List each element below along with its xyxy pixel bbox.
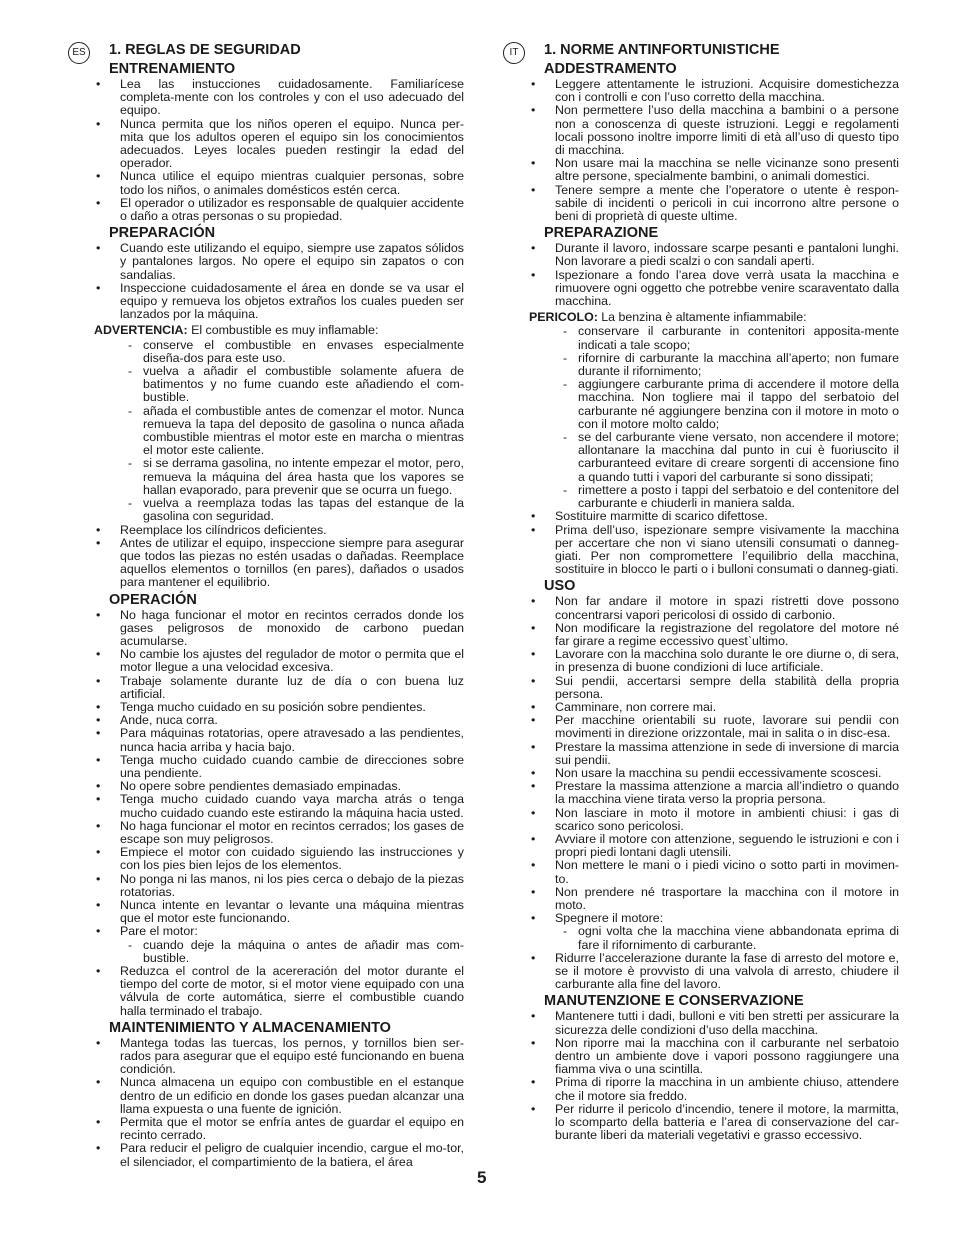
bullet-list xyxy=(527,595,899,951)
list-item: • Nunca intente en levantar o levante una máquina mientras que el motor este funcionando. xyxy=(92,899,464,925)
list-item: • Non prendere né trasportare la macchina con il motore in moto. xyxy=(527,886,899,912)
list-item: • Lea las instucciones cuidadosamente. Familiarícese completa-mente con los controles y con el uso adecuado del equipo. xyxy=(92,78,464,118)
list-item: • No ponga ni las manos, ni los pies cerca o debajo de la piezas rotatorias. xyxy=(92,873,464,899)
warning-line xyxy=(94,324,464,337)
section-heading: USO xyxy=(544,578,576,595)
warning-item: - vuelva a reemplaza todas las tapas del estanque de la gasolina con seguridad. xyxy=(92,497,464,523)
warning-item: - aggiungere carburante prima di accendere il motore della macchina. Non togliere mai il tappo del serbatoio del carburante né aggiungere benzina con il motore in moto o con il motore molto caldo; xyxy=(527,378,899,431)
warning-item: - se del carburante viene versato, non accendere il motore; allontanare la macchina dal punto in cui è fuoriuscito il carburanteed evitare di creare sorgenti di accensione fino a quando tutti i vapori del carburante si sono dissipati; xyxy=(527,431,899,484)
warning-item: - conservare il carburante in contenitori apposita-mente indicati a tale scopo; xyxy=(527,325,899,351)
bullet-list xyxy=(527,510,899,576)
bullet-list xyxy=(527,78,899,223)
language-badge-es: ES xyxy=(68,42,90,64)
list-item: • Non mettere le mani o i piedi vicino o sotto parti in movimen-to. xyxy=(527,859,899,885)
section-title: 1. NORME ANTINFORTUNISTICHE xyxy=(544,42,780,58)
bullet-list xyxy=(92,524,464,590)
list-item: • Prestare la massima attenzione in sede di inversione di marcia sui pendii. xyxy=(527,741,899,767)
bullet-list xyxy=(92,1037,464,1169)
list-item: • Nunca utilice el equipo mientras cualquier personas, sobre todo los niños, o animales domésticos estén cerca. xyxy=(92,170,464,196)
bullet-list xyxy=(527,242,899,308)
list-item: • Tenere sempre a mente che l’operatore o utente è respon-sabile di incidenti o pericoli in cui incorrono altre persone o beni di proprietà di queste ultime. xyxy=(527,184,899,224)
section-heading: OPERACIÓN xyxy=(109,591,197,608)
section-heading: ADDESTRAMENTO xyxy=(544,61,677,77)
list-item: • Tenga mucho cuidado cuando cambie de direcciones sobre una pendiente. xyxy=(92,754,464,780)
list-item: • Non lasciare in moto il motore in ambienti chiusi: i gas di scarico sono pericolosi. xyxy=(527,807,899,833)
list-item: • Spegnere il motore: xyxy=(527,912,899,925)
list-item: • No haga funcionar el motor en recintos cerrados donde los gases peligrosos de monoxido de carbono puedan acumularse. xyxy=(92,609,464,649)
sub-list-item: - cuando deje la máquina o antes de añadir mas com-bustible. xyxy=(92,939,464,965)
list-item: • Reduzca el control de la acereración del motor durante el tiempo del corte de motor, si el motor viene equipado con una válvula de corte automática, sierre el combustible cuando halla terminado el trabajo. xyxy=(92,965,464,1018)
list-item: • Non modificare la registrazione del regolatore del motore né far girare a regime eccessivo quest`ultimo. xyxy=(527,622,899,648)
bullet-list xyxy=(527,952,899,992)
section-heading: PREPARAZIONE xyxy=(544,225,659,242)
list-item: • No cambie los ajustes del regulador de motor o permita que el motor llegue a una velocidad excesiva. xyxy=(92,648,464,674)
list-item: • Cuando este utilizando el equipo, siempre use zapatos sólidos y pantalones largos. No opere el equipo sin zapatos o con sandalias. xyxy=(92,242,464,282)
list-item: • Para máquinas rotatorias, opere atravesado a las pendientes, nunca hacia arriba y hacia bajo. xyxy=(92,727,464,753)
warning-item: - si se derrama gasolina, no intente empezar el motor, pero, remueva la máquina del área hasta que los vapores se hallan evaporado, para prevenir que se ocurra un fuego. xyxy=(92,457,464,497)
warning-list xyxy=(527,325,899,510)
list-item: • Avviare il motore con attenzione, seguendo le istruzioni e con i propri piedi lontani dagli utensili. xyxy=(527,833,899,859)
list-item: • Leggere attentamente le istruzioni. Acquisire domestichezza con i controlli e con l’uso corretto della macchina. xyxy=(527,78,899,104)
list-item: • Permita que el motor se enfría antes de guardar el equipo en recinto cerrado. xyxy=(92,1116,464,1142)
list-item: • Trabaje solamente durante luz de día o con buena luz artificial. xyxy=(92,675,464,701)
list-item: • Mantenere tutti i dadi, bulloni e viti ben stretti per assicurare la sicurezza delle condizioni d’uso della macchina. xyxy=(527,1010,899,1036)
list-item: • Sui pendii, accertarsi sempre della stabilità della propria persona. xyxy=(527,675,899,701)
warning-text: El combustible es muy inflamable: xyxy=(187,323,379,338)
list-item: • Non usare la macchina su pendii eccessivamente scoscesi. xyxy=(527,767,899,780)
list-item: • Camminare, non correre mai. xyxy=(527,701,899,714)
list-item: • Tenga mucho cuidado cuando vaya marcha atrás o tenga mucho cuidado cuando este estirando la máquina hacia usted. xyxy=(92,793,464,819)
warning-label: PERICOLO: xyxy=(529,310,598,325)
list-item: • Non riporre mai la macchina con il carburante nel serbatoio dentro un ambiente dove i vapori possono raggiungere una fiamma viva o una scintilla. xyxy=(527,1037,899,1077)
warning-line xyxy=(529,311,899,324)
sub-list-item: - ogni volta che la macchina viene abbandonata eprima di fare il rifornimento di carburante. xyxy=(527,925,899,951)
bullet-list xyxy=(527,1010,899,1142)
language-badge-it: IT xyxy=(503,42,525,64)
bullet-list xyxy=(92,609,464,965)
list-item: • Tenga mucho cuidado en su posición sobre pendientes. xyxy=(92,701,464,714)
section-heading: MAINTENIMIENTO Y ALMACENAMIENTO xyxy=(109,1019,391,1036)
list-item: • Non permettere l’uso della macchina a bambini o a persone non a conoscenza di queste istruzioni. Leggi e regolamenti locali possono inoltre imporre limiti di età all’uso di questo tipo di macchina. xyxy=(527,104,899,157)
section-heading: MANUTENZIONE E CONSERVAZIONE xyxy=(544,993,804,1010)
bullet-list xyxy=(92,242,464,321)
bullet-list xyxy=(92,78,464,223)
list-item: • Empiece el motor con cuidado siguiendo las instrucciones y con los pies bien lejos de los elementos. xyxy=(92,846,464,872)
warning-item: - rifornire di carburante la macchina all’aperto; non fumare durante il rifornimento; xyxy=(527,352,899,378)
list-item: • Prima di riporre la macchina in un ambiente chiuso, attendere che il motore sia freddo. xyxy=(527,1076,899,1102)
page-number: 5 xyxy=(477,1168,487,1187)
list-item: • Ispezionare a fondo l’area dove verrà usata la macchina e rimuovere ogni oggetto che potrebbe venire scaraventato dalla macchina. xyxy=(527,269,899,309)
italian-column xyxy=(527,42,899,1142)
warning-label: ADVERTENCIA: xyxy=(94,323,188,338)
section-heading: PREPARACIÓN xyxy=(109,225,216,242)
list-item: • Pare el motor: xyxy=(92,925,464,938)
list-item: • Non far andare il motore in spazi ristretti dove possono concentrarsi vapori pericolosi di ossido di carbonio. xyxy=(527,595,899,621)
list-item: • Per macchine orientabili su ruote, lavorare sui pendii con movimenti in direzione orizzontale, mai in salita o in disc-esa. xyxy=(527,714,899,740)
warning-item: - rimettere a posto i tappi del serbatoio e del contenitore del carburante e chiuderli in maniera salda. xyxy=(527,484,899,510)
spanish-column xyxy=(92,42,464,1169)
list-item: • No haga funcionar el motor en recintos cerrados; los gases de escape son muy peligrosos. xyxy=(92,820,464,846)
bullet-list xyxy=(92,965,464,1018)
warning-text: La benzina è altamente infiammabile: xyxy=(597,310,807,325)
list-item: • Reemplace los cilíndricos deficientes. xyxy=(92,524,464,537)
warning-list xyxy=(92,339,464,524)
warning-item: - vuelva a añadir el combustible solamente afuera de batimentos y no fume cuando este añadiendo el com-bustible. xyxy=(92,365,464,405)
warning-item: - añada el combustible antes de comenzar el motor. Nunca remueva la tapa del deposito de gasolina o nunca añada combustible mientras el motor este en marcha o mientras el motor este caliente. xyxy=(92,405,464,458)
list-item: • Nunca almacena un equipo con combustible en el estanque dentro de un edificio en donde los gases puedan alcanzar una llama expuesta o una fuente de ignición. xyxy=(92,1076,464,1116)
list-item: • Para reducir el peligro de cualquier incendio, cargue el mo-tor, el silenciador, el compartimiento de la batiera, el área xyxy=(92,1142,464,1168)
list-item: • Durante il lavoro, indossare scarpe pesanti e pantaloni lunghi. Non lavorare a piedi scalzi o con sandali aperti. xyxy=(527,242,899,268)
list-item: • Ridurre l’accelerazione durante la fase di arresto del motore e, se il motore è provvisto di una valvola di arresto, chiudere il carburante alla fine del lavoro. xyxy=(527,952,899,992)
list-item: • Nunca permita que los niños operen el equipo. Nunca per-mita que los adultos operen el equipo sin los conocimientos adecuados. Leyes locales pueden restingir la edad del operador. xyxy=(92,118,464,171)
list-item: • El operador o utilizador es responsable de qualquier accidente o daño a otras personas o su propiedad. xyxy=(92,197,464,223)
list-item: • Ande, nuca corra. xyxy=(92,714,464,727)
warning-item: - conserve el combustible en envases especialmente diseña-dos para este uso. xyxy=(92,339,464,365)
list-item: • No opere sobre pendientes demasiado empinadas. xyxy=(92,780,464,793)
list-item: • Sostituire marmitte di scarico difettose. xyxy=(527,510,899,523)
list-item: • Non usare mai la macchina se nelle vicinanze sono presenti altre persone, specialmente bambini, o animali domestici. xyxy=(527,157,899,183)
section-heading: ENTRENAMIENTO xyxy=(109,61,236,77)
section-title: 1. REGLAS DE SEGURIDAD xyxy=(109,42,301,58)
list-item: • Mantega todas las tuercas, los pernos, y tornillos bien ser-rados para asegurar que el equipo esté funcionando en buena condición. xyxy=(92,1037,464,1077)
list-item: • Lavorare con la macchina solo durante le ore diurne o, di sera, in presenza di buone condizioni di luce artificiale. xyxy=(527,648,899,674)
list-item: • Per ridurre il pericolo d’incendio, tenere il motore, la marmitta, lo scomparto della batteria e l’area di conservazione del car-burante liberi da materiali vegetativi e grasso eccessivo. xyxy=(527,1103,899,1143)
list-item: • Prima dell’uso, ispezionare sempre visivamente la macchina per accertare che non vi siano utensili consumati o danneg-giati. Per non compromettere l’equilibrio della macchina, sostituire in blocco le parti o i bulloni consumati o danneg-giati. xyxy=(527,524,899,577)
list-item: • Antes de utilizar el equipo, inspeccione siempre para asegurar que todos las piezas no estén usadas o dañadas. Reemplace aquellos elementos o tornillos (en pares), dañados o usados para mantener el equilibrio. xyxy=(92,537,464,590)
list-item: • Inspeccione cuidadosamente el área en donde se va usar el equipo y remueva los objetos extraños los cuales pueden ser lanzados por la máquina. xyxy=(92,282,464,322)
list-item: • Prestare la massima attenzione a marcia all’indietro o quando la macchina viene tirata verso la propria persona. xyxy=(527,780,899,806)
